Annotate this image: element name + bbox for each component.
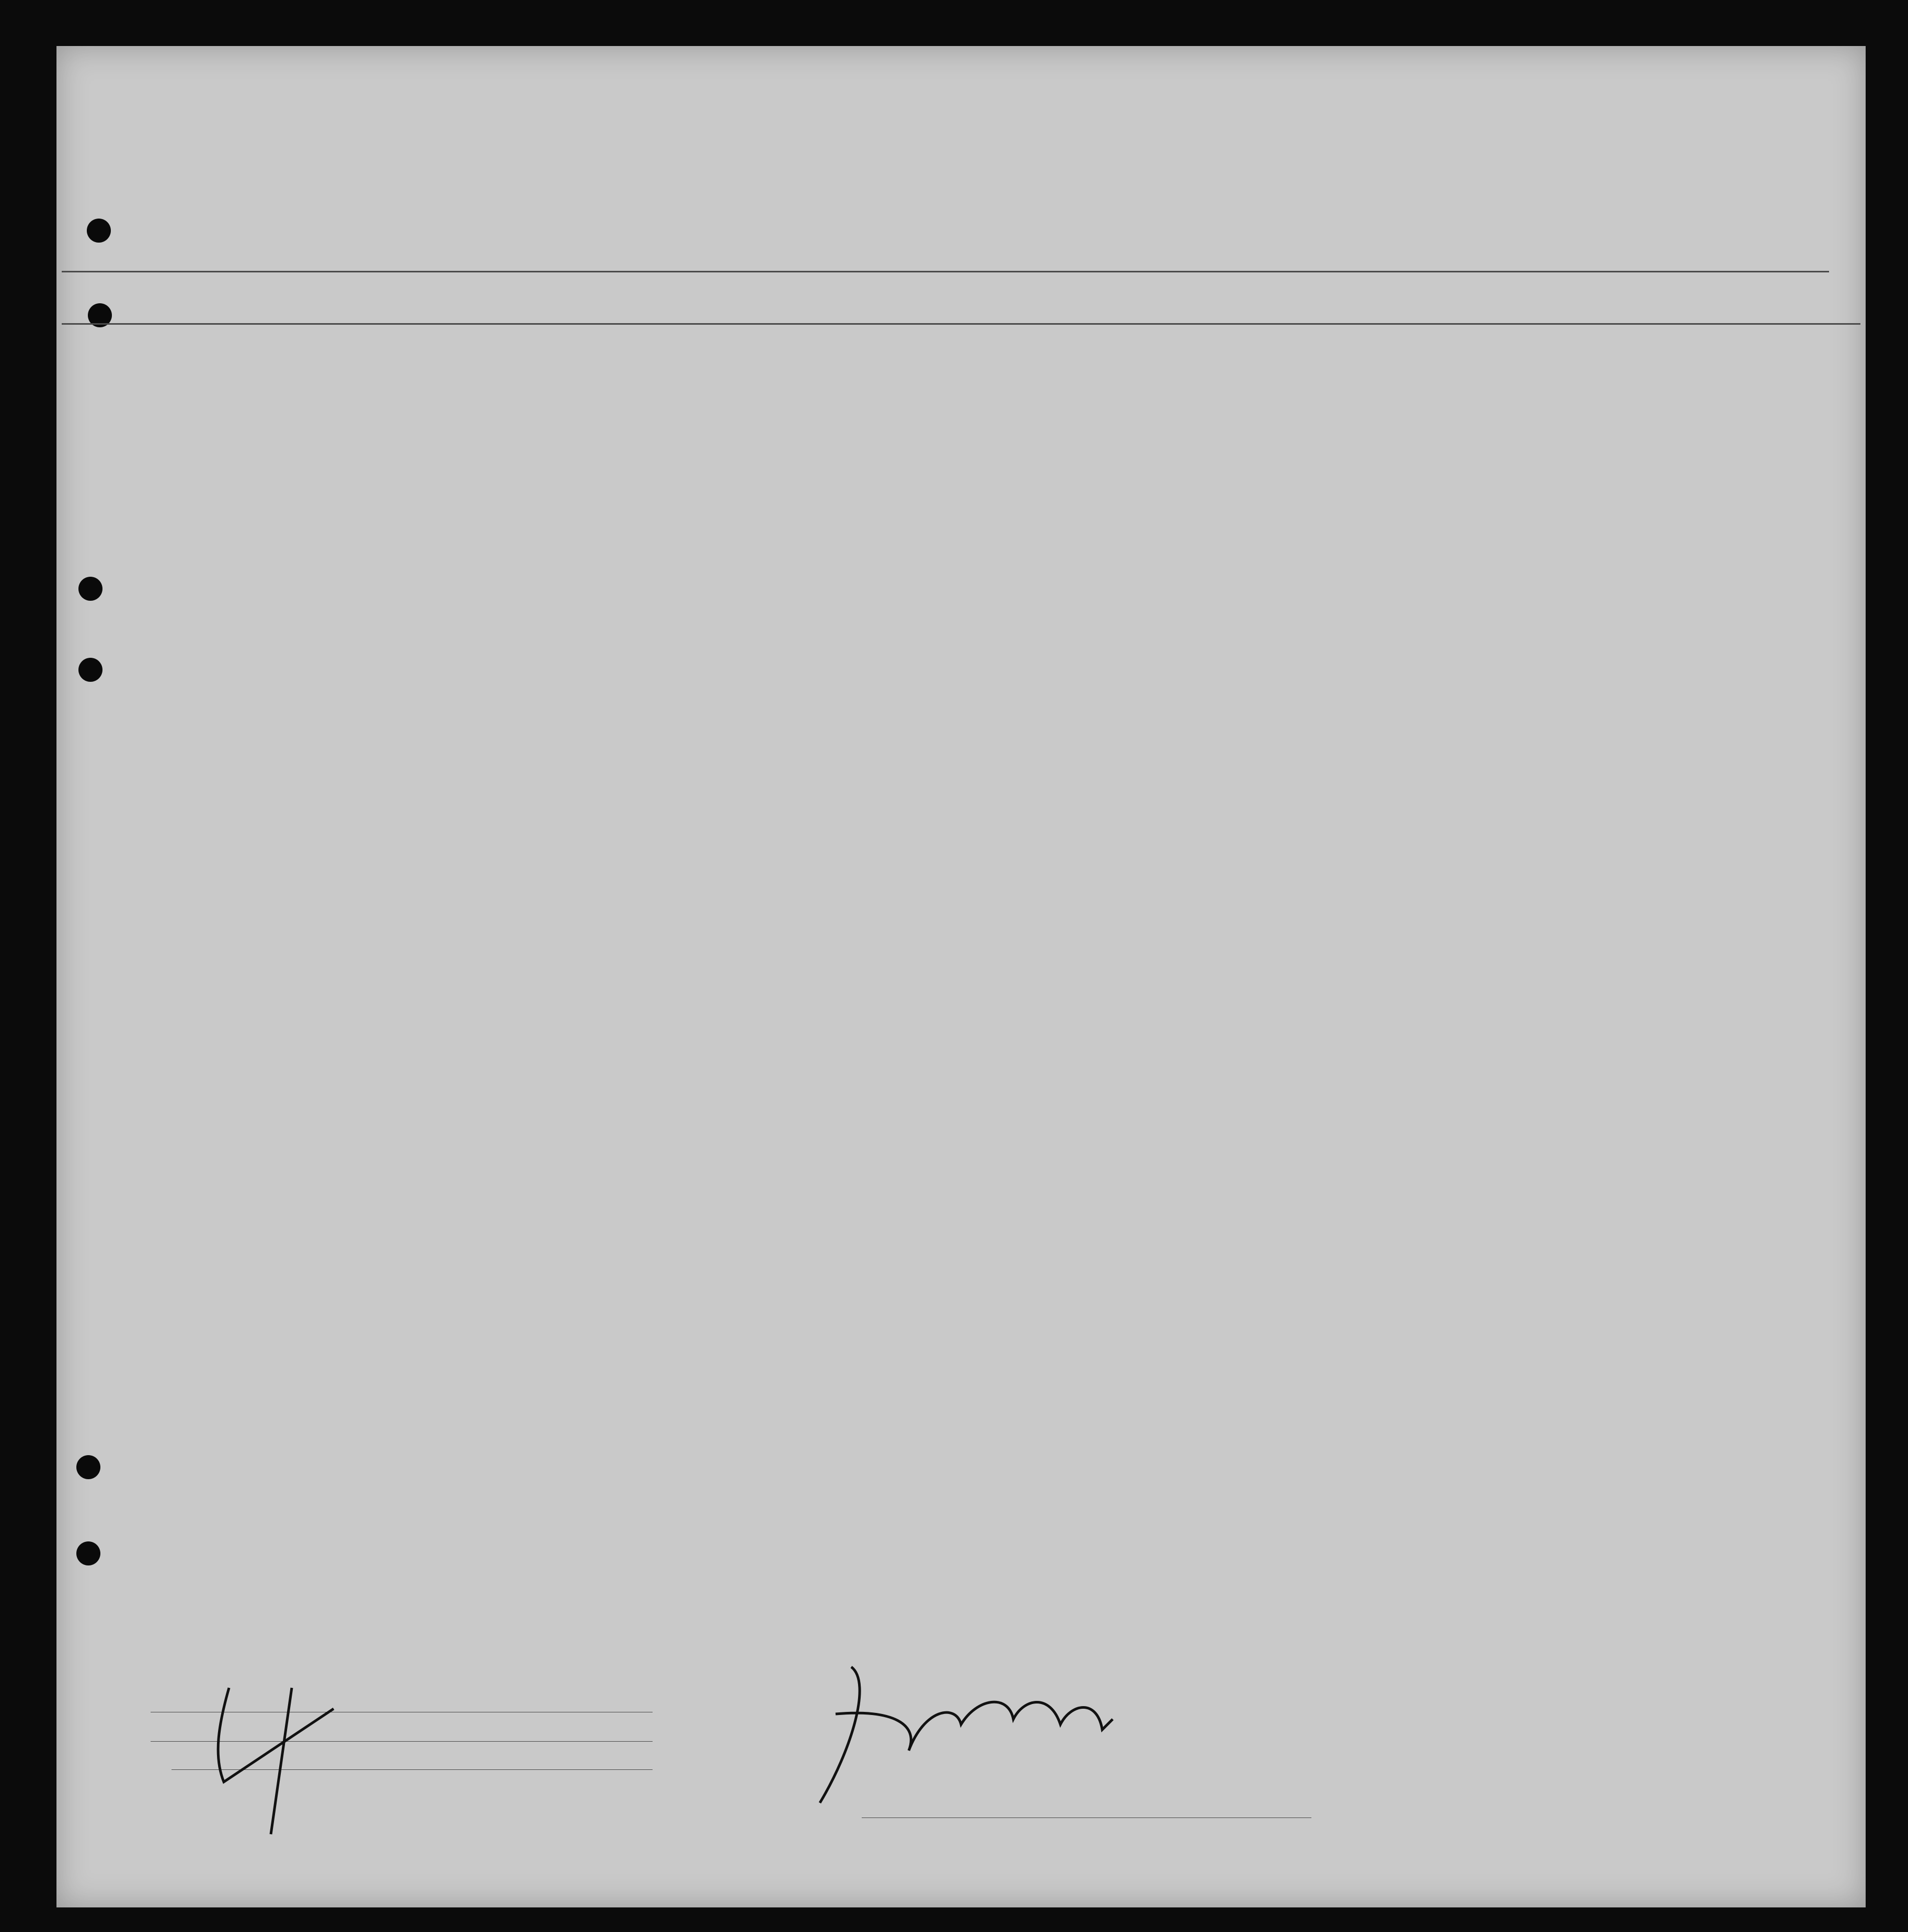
left-margin-mark (198, 1677, 355, 1845)
header-rule (62, 271, 1829, 272)
header-rule (62, 323, 1860, 325)
inspector-signature (789, 1646, 1155, 1834)
punch-hole (78, 658, 102, 682)
manifest-sheet (56, 46, 1866, 1907)
punch-hole (76, 1541, 100, 1565)
punch-hole (87, 219, 111, 243)
punch-hole (76, 1455, 100, 1479)
punch-hole (78, 577, 102, 601)
